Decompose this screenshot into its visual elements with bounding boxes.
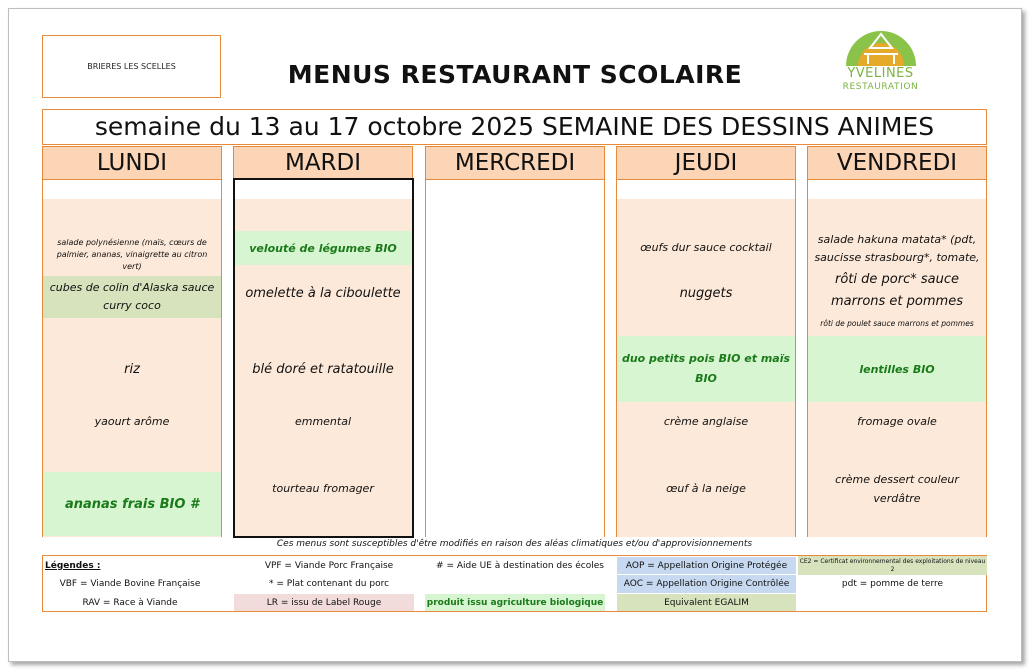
vendredi-plat: rôti de porc* sauce marrons et pommes xyxy=(831,272,963,309)
day-column-jeudi xyxy=(616,146,796,537)
jeudi-dessert: œuf à la neige xyxy=(666,481,746,495)
lundi-plat: cubes de colin d'Alaska sauce curry coco xyxy=(43,276,221,318)
day-column-mardi xyxy=(233,146,413,537)
day-body-jeudi xyxy=(616,180,796,537)
vendredi-dessert: crème dessert couleur verdâtre xyxy=(835,473,959,505)
jeudi-accompagnement: duo petits pois BIO et maïs BIO xyxy=(617,336,795,402)
legend-aide-ue: # = Aide UE à destination des écoles xyxy=(436,560,604,571)
vendredi-laitage: fromage ovale xyxy=(857,414,937,428)
blank-strip xyxy=(617,180,795,199)
logo-emblem-icon xyxy=(828,28,933,68)
day-column-mercredi xyxy=(425,146,605,537)
logo-text-main: YVELINES xyxy=(847,66,914,81)
legend-aoc: AOC = Appellation Origine Contrôlée xyxy=(617,575,796,593)
day-body-vendredi xyxy=(807,180,987,537)
disclaimer-notice: Ces menus sont susceptibles d'être modifiés en raison des aléas climatiques et/ou d'approvisionnements xyxy=(276,539,753,549)
day-column-lundi xyxy=(42,146,222,537)
day-body-mardi xyxy=(233,180,413,537)
jeudi-entree: œufs dur sauce cocktail xyxy=(640,240,772,254)
lundi-entree: salade polynésienne (maïs, cœurs de palmier, ananas, vinaigrette au citron vert) xyxy=(56,238,208,271)
legend-bio: produit issu agriculture biologique xyxy=(425,594,605,611)
day-header-lundi: LUNDI xyxy=(42,146,222,180)
mardi-accompagnement: blé doré et ratatouille xyxy=(252,361,394,377)
week-banner: semaine du 13 au 17 octobre 2025 SEMAINE DES DESSINS ANIMES xyxy=(42,109,987,145)
legend-label-rouge: LR = issu de Label Rouge xyxy=(234,594,414,611)
vendredi-entree: salade hakuna matata* (pdt, saucisse strasbourg*, tomate, xyxy=(814,233,980,264)
lundi-dessert: ananas frais BIO # xyxy=(43,472,221,536)
mardi-plat: omelette à la ciboulette xyxy=(245,285,401,301)
day-header-jeudi: JEUDI xyxy=(616,146,796,180)
legend-vbf: VBF = Viande Bovine Française xyxy=(59,579,201,589)
blank-strip xyxy=(43,180,221,199)
legend-pdt: pdt = pomme de terre xyxy=(841,579,944,589)
day-header-mercredi: MERCREDI xyxy=(425,146,605,180)
lundi-laitage: yaourt arôme xyxy=(94,414,170,428)
blank-strip xyxy=(234,180,412,199)
day-body-mercredi xyxy=(425,180,605,537)
legend-porc: * = Plat contenant du porc xyxy=(268,579,390,589)
mardi-entree: velouté de légumes BIO xyxy=(234,231,412,265)
jeudi-plat: nuggets xyxy=(679,285,733,301)
page-title: MENUS RESTAURANT SCOLAIRE xyxy=(287,60,743,89)
legend-egalim: Equivalent EGALIM xyxy=(617,594,796,611)
yvelines-logo xyxy=(828,28,933,98)
legend-aop: AOP = Appellation Origine Protégée xyxy=(617,557,796,574)
vendredi-plat-alternatif: rôti de poulet sauce marrons et pommes xyxy=(820,318,974,328)
lundi-accompagnement: riz xyxy=(124,361,140,377)
mardi-laitage: emmental xyxy=(294,414,352,428)
jeudi-laitage: crème anglaise xyxy=(663,414,749,428)
day-body-lundi xyxy=(42,180,222,537)
legend-vpf: VPF = Viande Porc Française xyxy=(264,560,394,571)
logo-text-sub: RESTAURATION xyxy=(842,82,919,92)
day-column-vendredi xyxy=(807,146,987,537)
blank-strip xyxy=(808,180,986,199)
legend-rav: RAV = Race à Viande xyxy=(82,597,178,608)
legend-ce2: CE2 = Certificat environnemental des exploitations de niveau 2 xyxy=(798,556,987,575)
day-header-mardi: MARDI xyxy=(233,146,413,180)
day-header-vendredi: VENDREDI xyxy=(807,146,987,180)
legend-title: Légendes : xyxy=(45,560,101,571)
vendredi-accompagnement: lentilles BIO xyxy=(808,336,986,402)
legend-box xyxy=(42,555,987,612)
school-name: BRIERES LES SCELLES xyxy=(42,35,221,98)
mardi-dessert: tourteau fromager xyxy=(272,481,374,495)
